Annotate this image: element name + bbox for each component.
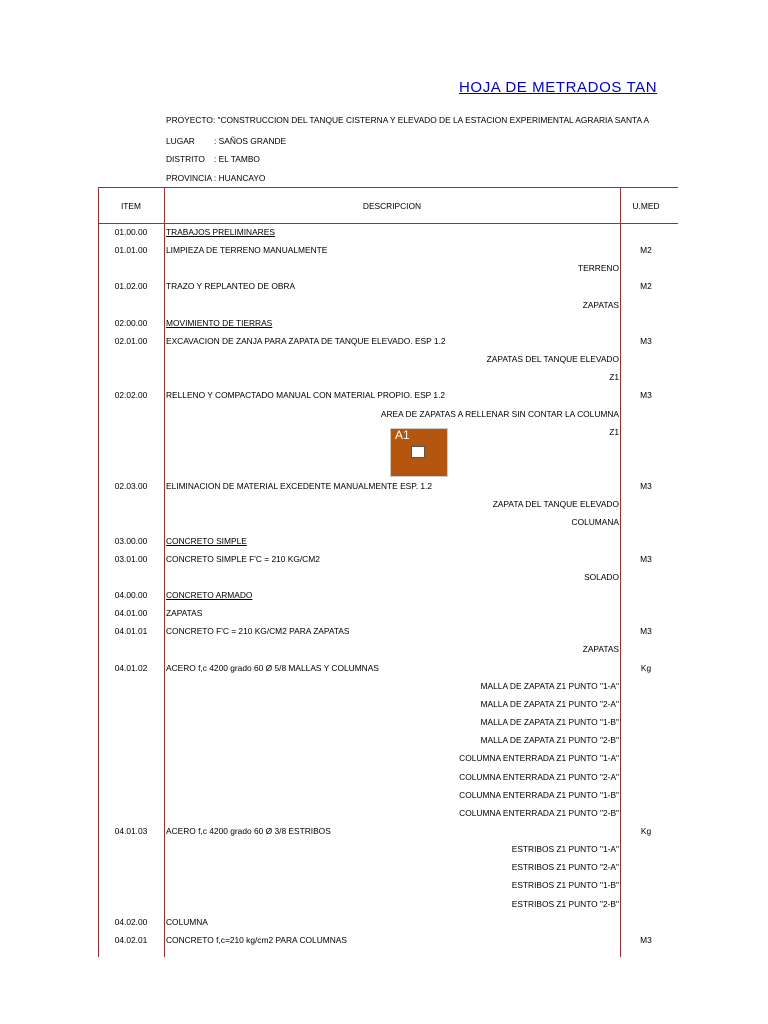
table-row: [98, 876, 678, 894]
province-line: PROVINCIA : HUANCAYO: [166, 173, 266, 183]
table-row: [98, 695, 678, 713]
row-subitem: TERRENO: [578, 263, 619, 274]
row-description: RELLENO Y COMPACTADO MANUAL CON MATERIAL PROPIO. ESP 1.2: [166, 390, 446, 401]
row-subitem: MALLA DE ZAPATA Z1 PUNTO "2-A": [480, 698, 619, 709]
row-unit: Kg: [640, 662, 652, 673]
row-item-code: 03.00.00: [114, 535, 148, 546]
row-subitem: Z1: [609, 372, 619, 383]
row-description: TRAZO Y REPLANTEO DE OBRA: [166, 281, 296, 292]
table-row: [98, 459, 678, 477]
table-row: [98, 858, 678, 876]
row-item-code: 03.01.00: [114, 553, 148, 564]
row-subitem: AREA DE ZAPATAS A RELLENAR SIN CONTAR LA COLUMNA: [380, 408, 619, 419]
table-row: [98, 386, 678, 404]
row-description: ELIMINACION DE MATERIAL EXCEDENTE MANUALMENTE ESP. 1.2: [166, 481, 433, 492]
metrados-table: [98, 187, 678, 957]
table-row: [98, 622, 678, 640]
table-row: [98, 604, 678, 622]
row-subitem: ZAPATA DEL TANQUE ELEVADO: [492, 499, 619, 510]
location-line: [166, 136, 286, 146]
row-subitem: COLUMNA ENTERRADA Z1 PUNTO "1-B": [459, 789, 619, 800]
row-unit: M3: [640, 553, 652, 564]
table-row: [98, 350, 678, 368]
row-subitem: COLUMANA: [571, 517, 619, 528]
row-description: ACERO f,c 4200 grado 60 Ø 3/8 ESTRIBOS: [166, 825, 331, 836]
district-line: [166, 154, 260, 164]
table-row: [98, 913, 678, 931]
row-unit: M2: [640, 281, 652, 292]
row-item-code: 04.00.00: [114, 590, 148, 600]
row-subitem: ZAPATAS: [582, 299, 619, 310]
table-row: [98, 296, 678, 314]
row-item-code: 04.01.03: [114, 825, 148, 836]
row-unit: M3: [640, 335, 652, 346]
row-unit: M3: [640, 626, 652, 637]
row-subitem: ZAPATAS DEL TANQUE ELEVADO: [486, 354, 619, 365]
row-unit: Kg: [640, 825, 652, 836]
header-umed: U.MED: [632, 201, 660, 211]
table-row: [98, 749, 678, 767]
row-item-code: 02.01.00: [114, 335, 148, 346]
row-item-code: 01.00.00: [114, 227, 148, 237]
table-row: [98, 895, 678, 913]
table-row: [98, 423, 678, 441]
table-row: [98, 405, 678, 423]
table-row: [98, 368, 678, 386]
row-item-code: 04.02.01: [114, 934, 148, 945]
row-description: CONCRETO f,c=210 kg/cm2 PARA COLUMNAS: [166, 934, 347, 945]
row-subitem: MALLA DE ZAPATA Z1 PUNTO "2-B": [480, 735, 619, 746]
row-unit: M2: [640, 245, 652, 256]
row-subitem: SOLADO: [584, 571, 619, 582]
row-description: COLUMNA: [166, 916, 208, 927]
row-item-code: 04.02.00: [114, 916, 148, 927]
table-row: [98, 931, 678, 949]
table-row: [98, 241, 678, 259]
table-row: [98, 495, 678, 513]
table-row: [98, 568, 678, 586]
row-item-code: 01.02.00: [114, 281, 148, 292]
table-row: [98, 314, 678, 332]
table-row: [98, 550, 678, 568]
header-item: ITEM: [120, 201, 141, 211]
row-item-code: 04.01.00: [114, 608, 148, 619]
table-row: [98, 532, 678, 550]
row-description: ZAPATAS: [166, 608, 203, 619]
row-description: TRABAJOS PRELIMINARES: [166, 227, 275, 237]
row-description: CONCRETO SIMPLE: [166, 535, 247, 546]
row-subitem: ESTRIBOS Z1 PUNTO "2-B": [511, 898, 619, 909]
table-row: [98, 804, 678, 822]
table-row: [98, 640, 678, 658]
row-item-code: 04.01.02: [114, 662, 148, 673]
location-label: LUGAR: [166, 136, 195, 146]
row-description: EXCAVACION DE ZANJA PARA ZAPATA DE TANQUE ELEVADO. ESP 1.2: [166, 335, 446, 346]
row-subitem: MALLA DE ZAPATA Z1 PUNTO "1-B": [480, 717, 619, 728]
row-description: CONCRETO SIMPLE F'C = 210 KG/CM2: [166, 553, 320, 564]
table-row: [98, 677, 678, 695]
header-descripcion: DESCRIPCION: [362, 201, 422, 211]
row-subitem: Z1: [609, 426, 619, 437]
table-row: [98, 659, 678, 677]
location-value: : SAÑOS GRANDE: [214, 136, 287, 146]
table-border-top: [98, 187, 678, 188]
project-name: PROYECTO: "CONSTRUCCION DEL TANQUE CISTERNA Y ELEVADO DE LA ESTACION EXPERIMENTAL AGRARIA SANTA A: [166, 115, 650, 125]
table-row: [98, 840, 678, 858]
table-row: [98, 332, 678, 350]
row-item-code: 02.00.00: [114, 317, 148, 328]
row-subitem: COLUMNA ENTERRADA Z1 PUNTO "2-B": [459, 807, 619, 818]
table-row: [98, 786, 678, 804]
row-description: CONCRETO ARMADO: [166, 590, 253, 600]
table-row: [98, 713, 678, 731]
row-unit: M3: [640, 934, 652, 945]
table-row: [98, 223, 678, 241]
table-row: [98, 441, 678, 459]
table-row: [98, 259, 678, 277]
table-row: [98, 277, 678, 295]
row-description: CONCRETO F'C = 210 KG/CM2 PARA ZAPATAS: [166, 626, 350, 637]
row-subitem: COLUMNA ENTERRADA Z1 PUNTO "1-A": [459, 753, 619, 764]
row-subitem: MALLA DE ZAPATA Z1 PUNTO "1-A": [480, 680, 619, 691]
row-description: ACERO f,c 4200 grado 60 Ø 5/8 MALLAS Y COLUMNAS: [166, 662, 379, 673]
row-item-code: 01.01.00: [114, 245, 148, 256]
sheet-title: HOJA DE METRADOS TAN: [459, 79, 658, 96]
table-row: [98, 513, 678, 531]
row-subitem: COLUMNA ENTERRADA Z1 PUNTO "2-A": [459, 771, 619, 782]
district-value: : EL TAMBO: [214, 154, 260, 164]
column-square: [411, 446, 425, 458]
row-description: LIMPIEZA DE TERRENO MANUALMENTE: [166, 245, 328, 256]
footing-diagram-label: A1: [395, 428, 410, 442]
row-subitem: ESTRIBOS Z1 PUNTO "2-A": [511, 862, 619, 873]
table-row: [98, 731, 678, 749]
district-label: DISTRITO: [166, 154, 205, 164]
row-description: MOVIMIENTO DE TIERRAS: [166, 317, 273, 328]
row-item-code: 02.02.00: [114, 390, 148, 401]
table-row: [98, 822, 678, 840]
row-unit: M3: [640, 481, 652, 492]
row-subitem: ZAPATAS: [582, 644, 619, 655]
row-item-code: 04.01.01: [114, 626, 148, 637]
table-row: [98, 586, 678, 604]
row-subitem: ESTRIBOS Z1 PUNTO "1-B": [511, 880, 619, 891]
row-unit: M3: [640, 390, 652, 401]
footing-diagram: [390, 428, 448, 477]
row-item-code: 02.03.00: [114, 481, 148, 492]
table-row: [98, 768, 678, 786]
row-subitem: ESTRIBOS Z1 PUNTO "1-A": [511, 844, 619, 855]
table-row: [98, 477, 678, 495]
